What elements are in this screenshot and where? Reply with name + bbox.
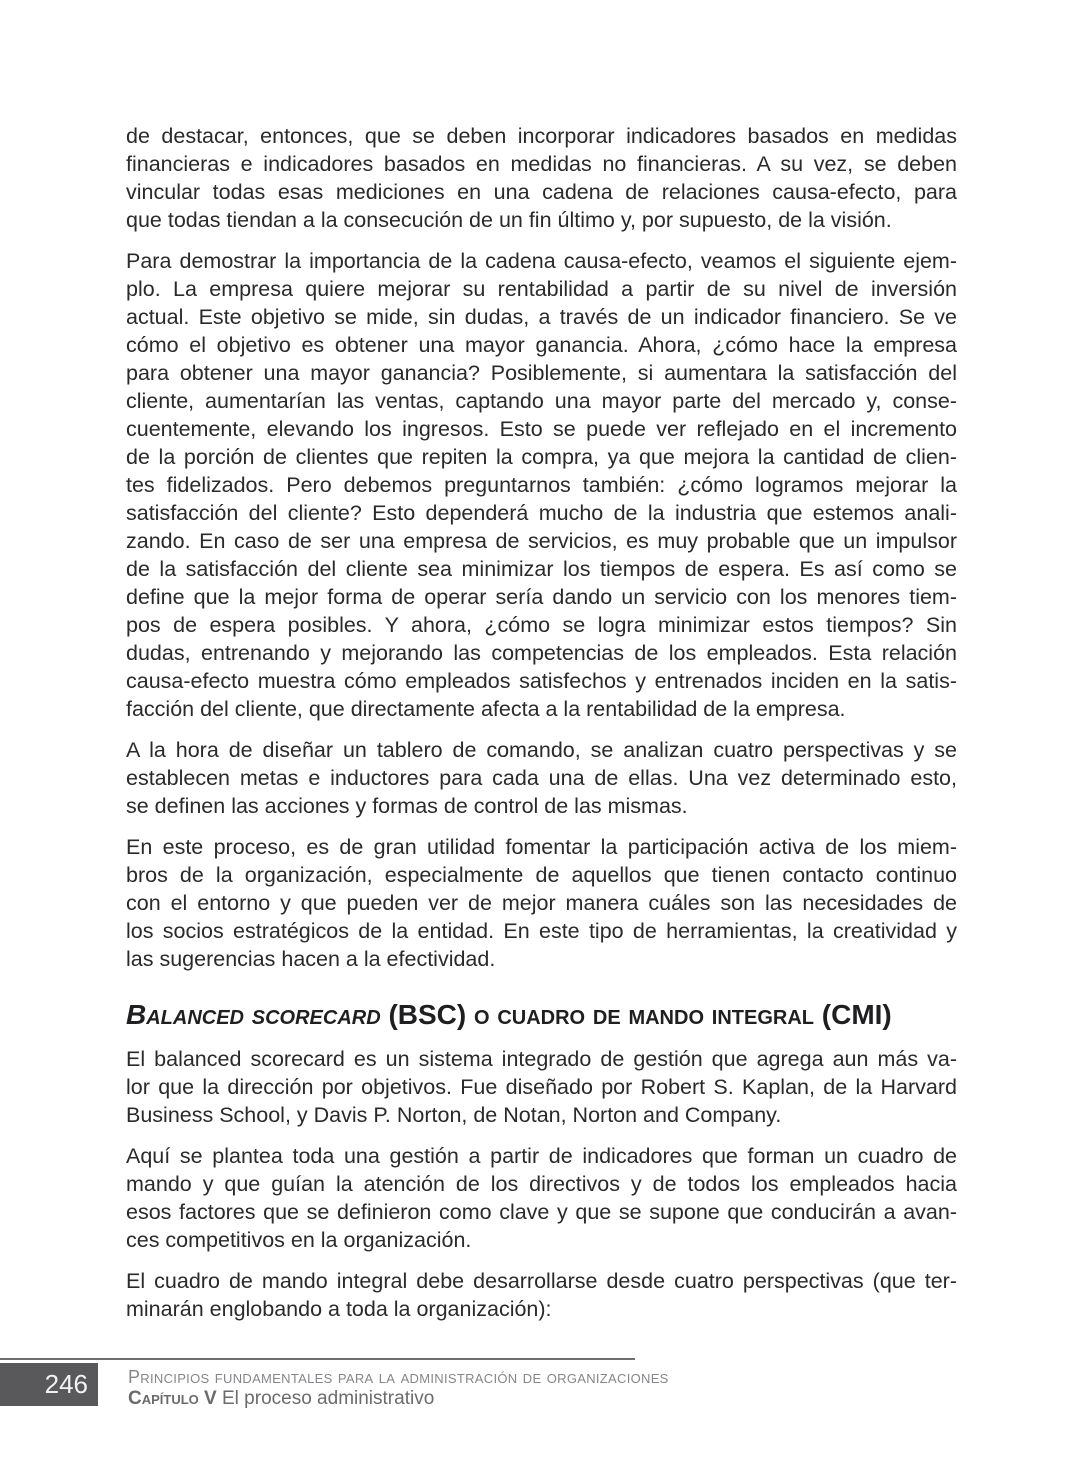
paragraph	[126, 1142, 957, 1254]
text-line: define que la mejor forma de operar sería dando un servicio con los menores tiem-	[126, 585, 957, 609]
text-line: El balanced scorecard es un sistema integrado de gestión que agrega aun más va-	[126, 1047, 957, 1071]
text-line: con el entorno y que pueden ver de mejor manera cuáles son las necesidades de	[126, 891, 957, 915]
footer-divider	[0, 1358, 635, 1360]
text-line: financieras e indicadores basados en medidas no financieras. A su vez, se deben	[126, 152, 957, 176]
text-line: actual. Este objetivo se mide, sin dudas, a través de un indicador financiero. Se ve	[126, 305, 957, 329]
text-line: dudas, entrenando y mejorando las competencias de los empleados. Esta relación	[126, 641, 957, 665]
text-line: plo. La empresa quiere mejorar su rentabilidad a partir de su nivel de inversión	[126, 277, 957, 301]
text-line: de la porción de clientes que repiten la compra, ya que mejora la cantidad de clien-	[126, 445, 957, 469]
heading-segment: (BSC)	[380, 999, 474, 1030]
section-heading	[126, 999, 957, 1031]
text-line: causa-efecto muestra cómo empleados satisfechos y entrenados inciden en la satis-	[126, 669, 957, 693]
text-line: ces competitivos en la organización.	[126, 1228, 472, 1252]
text-line: de la satisfacción del cliente sea minimizar los tiempos de espera. Es así como se	[126, 557, 957, 581]
text-line: zando. En caso de ser una empresa de servicios, es muy probable que un impulsor	[126, 529, 957, 553]
text-line: tes fidelizados. Pero debemos preguntarnos también: ¿cómo logramos mejorar la	[126, 473, 957, 497]
chapter-line	[128, 1388, 669, 1410]
text-line: cliente, aumentarían las ventas, captando una mayor parte del mercado y, conse-	[126, 389, 957, 413]
page-number: 246	[44, 1369, 88, 1399]
text-line: mando y que guían la atención de los directivos y de todos los empleados hacia	[126, 1172, 957, 1196]
chapter-label: Capítulo V	[128, 1388, 217, 1409]
text-line: de destacar, entonces, que se deben incorporar indicadores basados en medidas	[126, 124, 957, 148]
heading-segment: (CMI)	[814, 999, 892, 1030]
text-line: que todas tiendan a la consecución de un fin último y, por supuesto, de la visión.	[126, 208, 892, 232]
text-line: los socios estratégicos de la entidad. En este tipo de herramientas, la creatividad y	[126, 919, 957, 943]
text-line: satisfacción del cliente? Esto dependerá mucho de la industria que estemos anali-	[126, 501, 957, 525]
text-line: facción del cliente, que directamente afecta a la rentabilidad de la empresa.	[126, 697, 846, 721]
paragraph	[126, 247, 957, 723]
text-line: esos factores que se definieron como clave y que se supone que conducirán a avan-	[126, 1200, 957, 1224]
text-line: lor que la dirección por objetivos. Fue diseñado por Robert S. Kaplan, de la Harvard	[126, 1075, 957, 1099]
book-title: Principios fundamentales para la administración de organizaciones	[128, 1367, 669, 1387]
heading-segment: o cuadro de mando integral	[474, 999, 814, 1030]
text-line: Business School, y Davis P. Norton, de Notan, Norton and Company.	[126, 1103, 782, 1127]
text-line: para obtener una mayor ganancia? Posiblemente, si aumentara la satisfacción del	[126, 361, 957, 385]
text-line: se definen las acciones y formas de control de las mismas.	[126, 794, 688, 818]
paragraph	[126, 1267, 957, 1323]
text-line: En este proceso, es de gran utilidad fomentar la participación activa de los miem-	[126, 835, 957, 859]
text-line: bros de la organización, especialmente de aquellos que tienen contacto continuo	[126, 863, 957, 887]
paragraph	[126, 833, 957, 973]
text-line: establecen metas e inductores para cada una de ellas. Una vez determinado esto,	[126, 766, 957, 790]
text-line: Aquí se plantea toda una gestión a partir de indicadores que forman un cuadro de	[126, 1144, 957, 1168]
text-line: El cuadro de mando integral debe desarrollarse desde cuatro perspectivas (que ter-	[126, 1269, 957, 1293]
text-line: A la hora de diseñar un tablero de comando, se analizan cuatro perspectivas y se	[126, 738, 957, 762]
page-body-text	[126, 122, 957, 1336]
page-footer	[128, 1366, 669, 1410]
paragraph	[126, 736, 957, 820]
paragraph	[126, 1045, 957, 1129]
text-line: las sugerencias hacen a la efectividad.	[126, 947, 496, 971]
paragraph	[126, 122, 957, 234]
text-line: Para demostrar la importancia de la cadena causa-efecto, veamos el siguiente ejem-	[126, 249, 957, 273]
text-line: cómo el objetivo es obtener una mayor ganancia. Ahora, ¿cómo hace la empresa	[126, 333, 957, 357]
text-line: vincular todas esas mediciones en una cadena de relaciones causa-efecto, para	[126, 180, 957, 204]
page-number-badge	[0, 1363, 98, 1406]
heading-segment: Balanced scorecard	[126, 999, 381, 1030]
chapter-title: El proceso administrativo	[216, 1388, 435, 1409]
text-line: pos de espera posibles. Y ahora, ¿cómo se logra minimizar estos tiempos? Sin	[126, 613, 957, 637]
text-line: minarán englobando a toda la organización):	[126, 1297, 552, 1321]
text-line: cuentemente, elevando los ingresos. Esto se puede ver reflejado en el incremento	[126, 417, 957, 441]
